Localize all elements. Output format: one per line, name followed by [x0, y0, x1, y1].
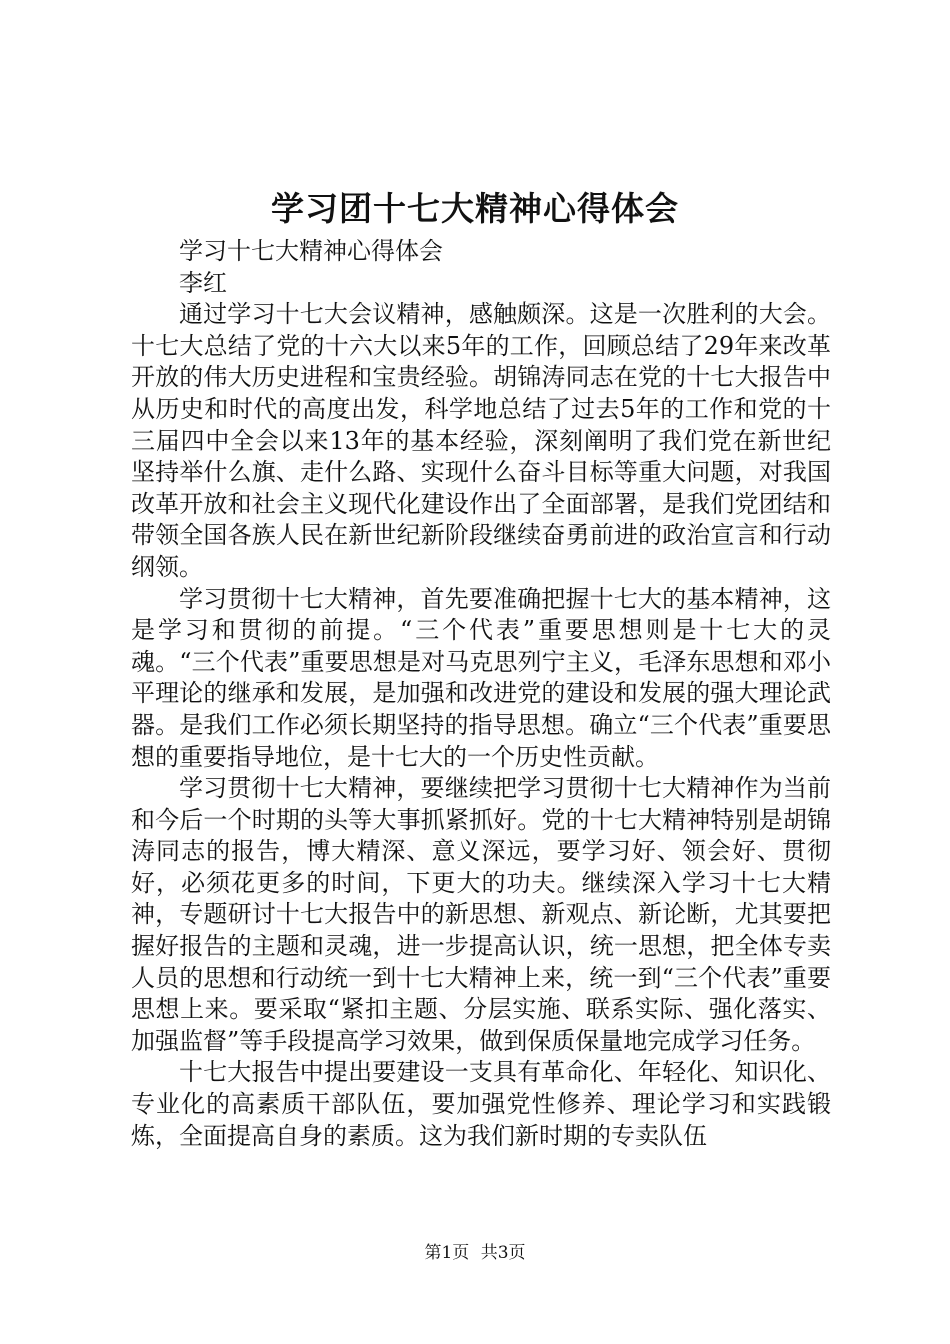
author-line: 李红 [179, 268, 227, 297]
page-number: 第1页 [424, 1243, 470, 1263]
document-body [131, 236, 831, 1152]
subtitle-line: 学习十七大精神心得体会 [179, 237, 443, 265]
paragraph-2: 学习贯彻十七大精神，首先要准确把握十七大的基本精神，这是学习和贯彻的前提。“三个代表”重要思想则是十七大的灵魂。“三个代表”重要思想是对马克思列宁主义，毛泽东思想和邓小平理论的继承和发展，是加强和改进党的建设和发展的强大理论武器。是我们工作必须长期坚持的指导思想。确立“三个代表”重要思想的重要指导地位，是十七大的一个历史性贡献。 [131, 584, 831, 771]
paragraph-4: 十七大报告中提出要建设一支具有革命化、年轻化、知识化、专业化的高素质干部队伍，要加强党性修养、理论学习和实践锻炼，全面提高自身的素质。这为我们新时期的专卖队伍 [131, 1058, 831, 1150]
paragraph-3: 学习贯彻十七大精神，要继续把学习贯彻十七大精神作为当前和今后一个时期的头等大事抓紧抓好。党的十七大精神特别是胡锦涛同志的报告，博大精深、意义深远，要学习好、领会好、贯彻好，必须花更多的时间，下更大的功夫。继续深入学习十七大精神，专题研讨十七大报告中的新思想、新观点、新论断，尤其要把握好报告的主题和灵魂，进一步提高认识，统一思想，把全体专卖人员的思想和行动统一到十七大精神上来，统一到“三个代表”重要思想上来。要采取“紧扣主题、分层实施、联系实际、强化落实、加强监督”等手段提高学习效果，做到保质保量地完成学习任务。 [131, 774, 831, 1055]
page-footer [0, 1241, 950, 1265]
paragraph-1: 通过学习十七大会议精神，感触颇深。这是一次胜利的大会。十七大总结了党的十六大以来5年的工作，回顾总结了29年来改革开放的伟大历史进程和宝贵经验。胡锦涛同志在党的十七大报告中从历史和时代的高度出发，科学地总结了过去5年的工作和党的十三届四中全会以来13年的基本经验，深刻阐明了我们党在新世纪坚持举什么旗、走什么路、实现什么奋斗目标等重大问题，对我国改革开放和社会主义现代化建设作出了全面部署，是我们党团结和带领全国各族人民在新世纪新阶段继续奋勇前进的政治宣言和行动纲领。 [131, 300, 831, 581]
page-total: 共3页 [480, 1243, 526, 1263]
page-title: 学习团十七大精神心得体会 [271, 189, 679, 228]
